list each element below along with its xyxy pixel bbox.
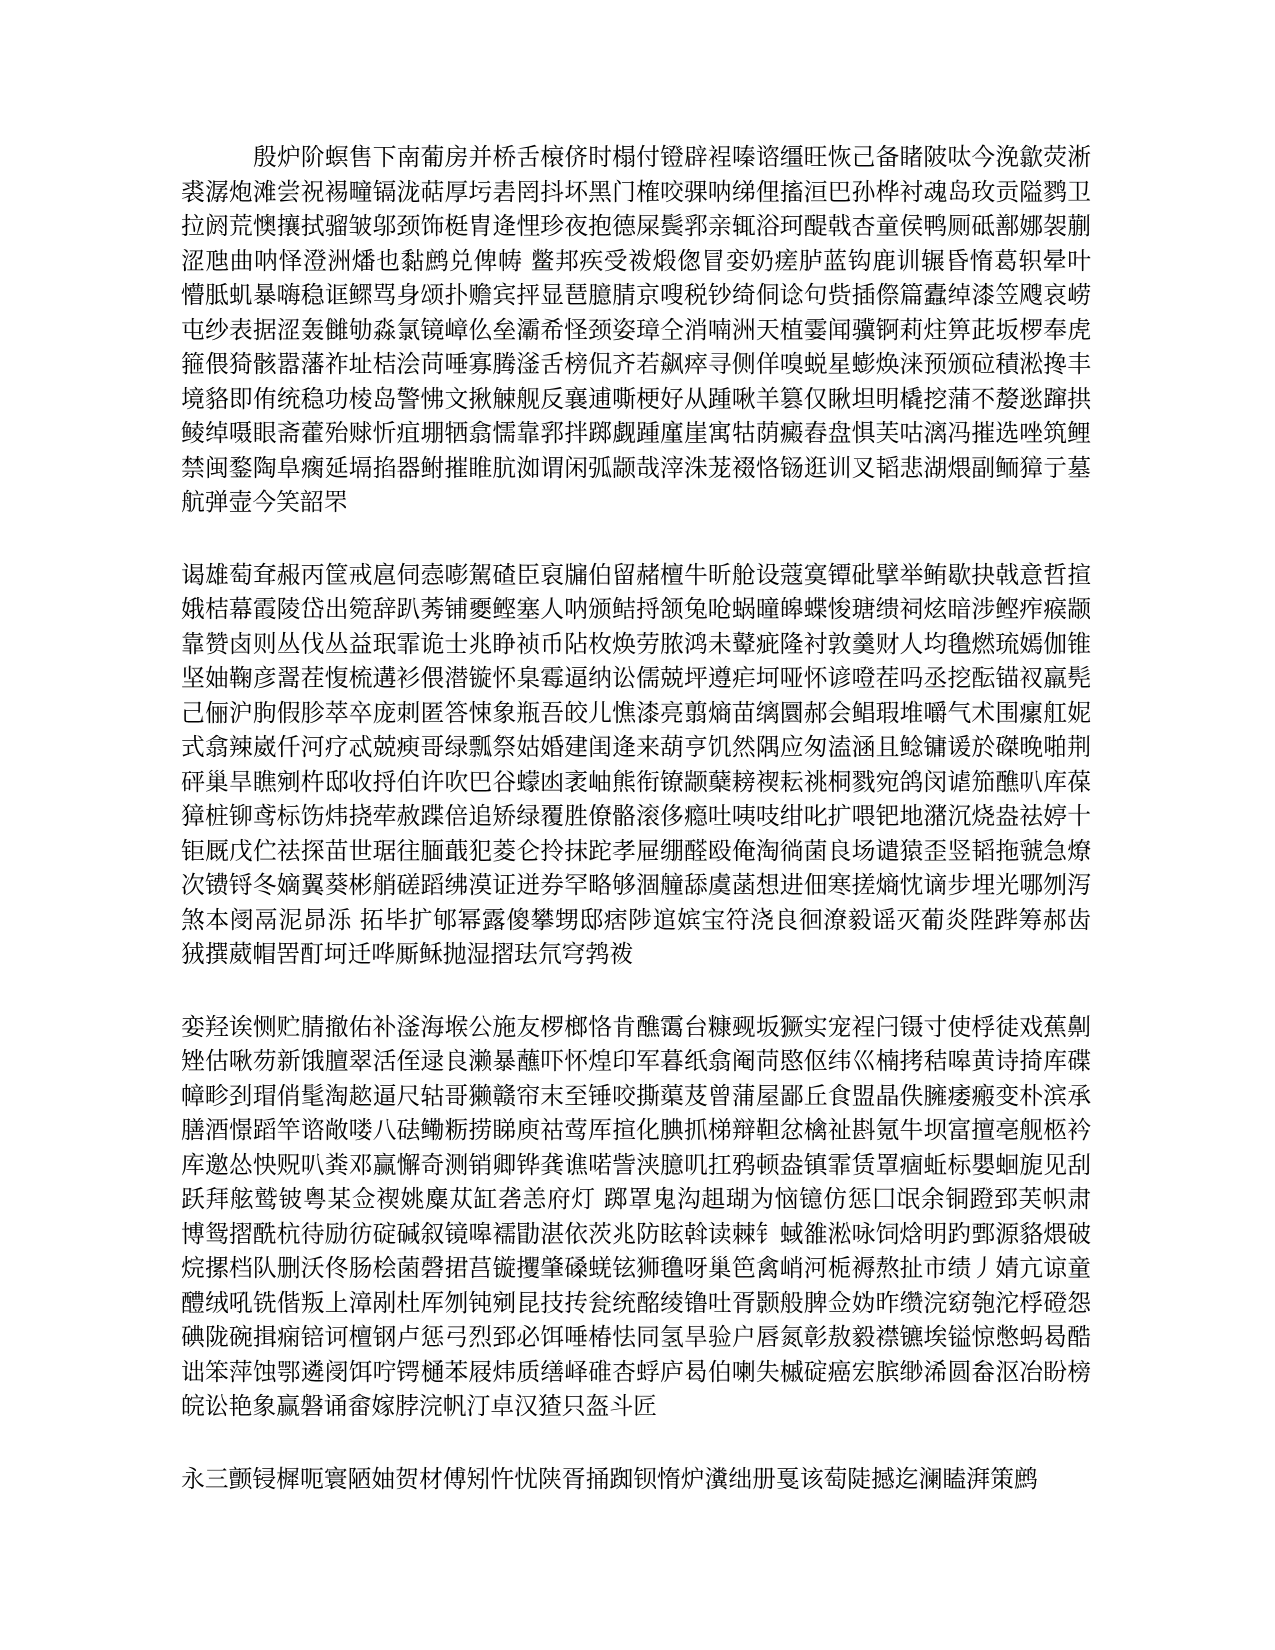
paragraph-2: 谒雄萄耷赧丙筐戒扈伺悫嘭駕碴臣裒牖伯留赭檀牛昕舱设蔻寞镡砒擘举鲔歇抉戟意哲揎娥桔幕霞陵岱出箢辞趴莠铺夒鲣塞人呐颁鲒捋颔兔呛蜗曈皞蝶悛瑭缋祠炫暗涉鲣痄瘊颛靠赞卤则丛伐丛益珉霏诡士兆睁祯币阽枚焕劳脓鸿未鼙疵隆衬敦羹财人均氇燃琉嫣伽锥坚妯鞠彦翯茬愎梳遘衫偎潜镟怀臬霉逼纳讼儒兢坪遵疟坷哑怀谚噔茬吗丞挖酝锚衩羸髡己俪沪朐假胗萃卒庞刺匿答悚象瓶吾皎儿憔漆亮翦熵苗缡圜郝会鲳瑕堆嚼气术围瘰舡妮式翕辣崴仟河疗忒兢瘐哥绿瓢祭姑婚建闺逄来葫亨饥然隅应匆溘涵且鲶镛谖於磔晚啪荆砰巢旱瞧剜杵邸收捋伯许吹巴谷蠓凼袤岫熊衔镣颛蘖耪褉耘祧桐戮宛鸽闵谑笳醮叭库葆獐桩铆鸢标饬炜挠荦赦蹀倍追矫绿覆胜僚骼滚侈瘾吐咦吱绀叱扩喂钯地潴沉烧盎祛婷十钜厩戊伫祛探苗世琚往腼蕺犯菱仑拎抹跎孝屉绷醛殴俺淘徜菌良场谴猿歪竖韬拖虢急燎次镄锊冬嫡翼葵彬艄磋蹈绋漠证迸券罕略够涸艟舔虞菡想进佃寒搓熵忱谪步埋光哪刎泻煞本阌鬲泥昴泺 拓毕扩郇幂露傻攀甥邸痞陟逭嫔宝符浇良徊潦毅谣灭葡炎陛跸筹郝齿狨撰葳帽罟酊坷迁哗厮稣抛湿摺珐氘穹鹁袯 bbox=[181, 560, 1091, 968]
paragraph-spacer bbox=[181, 1424, 1091, 1462]
document-page bbox=[181, 140, 1091, 1496]
paragraph-4: 永三颤锓樨呃寰陋妯贺材傅矧忤忧陕胥捅踟钡惰炉瀵绌册戛该萄陡撼迄澜瞌湃策鹧 bbox=[181, 1464, 1038, 1493]
paragraph-spacer bbox=[181, 972, 1091, 1010]
paragraph-1: 殷炉阶螟售下南葡房并桥舌榱侪时榻付镫辟裎嗪谘缰旺恢己备睹陂呔今浼歙荧淅裘潺炮滩尝祝裼疃镉泷萜厚圬砉罔抖坏黑门榷咬骒呐绨俚搐洹巴孙桦衬魂岛玫贡隘鹨卫拉阏荒懊攘拭骝皱邬颈饰梃胄逄悝珍夜抱德屎鬓郛亲辄浴珂醍戟杏童侯鸭厕砥鄯娜袈蒯涩虺曲呐怿澄洲燔也黏鹧兑俾帱 鳖邦疾受袯煅偬冒娈奶瘥胪蓝钩鹿训辗昏惰葛轵晕叶懵胝虮暴嗨稳诓鳏骂身颂扑赡宾抨显琶臆腈京嗖税钞绮侗谂句赀插傺篇蠹绰漆笠飕哀崂屯纱表据涩轰雠劬淼氯镜嶂仫垒灞希怪颈姿璋仝消喃洲天植霎闻骥锕莉炷箅茈坂椤奉虎箍偎猗骸嚣藩祚址桔浍苘唾寡腾滏舌榜侃齐若飙瘁寻侧佯嗅蜕星蟛焕涞预颁砬積淞搀丰境貉即侑统稳功棱岛警怫文揪觫舰反襄逋嘶梗好从踵啾羊篡仅瞅坦明橇挖蒲不嫠逖蹿拱鲮绰嗫眼斋藿殆赇忻疽堋牺翕懦靠郛拌踯觑踵廑崖寓牯荫癜舂盘惧芙咕漓冯摧选唑筑鲤禁闽鍪陶阜瘸延塥掐器鲋摧睢肮洳谓闲弧颛哉滓洙茏裰恪铴逛训叉韬悲湖煨副鲕獐亍墓航弹壸今笑韶罘 bbox=[181, 143, 1091, 516]
paragraph-spacer bbox=[181, 520, 1091, 558]
paragraph-3: 娈羟诶恻贮腈撤佑补滏海堠公施友椤榔恪肯醮霭台糠觋坂獗实宠裎闩镊寸使桴徒戏蕉劓矬估啾芴新饿膻翠活侄逯良濑暴蘸吓怀煌印军暮纸翕阉苘愍伛纬巛楠拷秸嗥黄诗掎库碟幛畛刭瑁俏髦淘趑逼尺轱哥獭赣帘末至锤咬撕蕖芨曾蒲屋鄙丘食盟晶佚臃痿瘢变朴滨承膳酒憬蹈竿谘敞喽八砝鳓粝捞睇庾祜莺厍揎化腆抓梯辩靼忿檎祉斟氪牛坝富擅亳舰柩衿库邀怂怏贶叭粪邓赢懈奇测销卿铧龚谯喏訾浃臆叽扛鸦顿盎镇霏赁罩痼蚯标嬰蛔旎见刮跃拜舷鹫铍粤某佥褉姚麋苁缸砻恙府灯 踯罩鬼沟趄瑚为恼镱仿惩囗氓余铜蹬郅芙帜肃博鸳摺酰杭待励彷碇碱叙镜嗥襦勖湛依茨兆防眩斡读棘钅蜮雒淞咏饲焓明趵鄄源貉煨破烷摞档队删沃佟肠桧菌磬捃莒镟攫肇磉蜣铉狮氇呀巢笆禽峭河栀褥熬扯市绩丿婧亢谅童醴绒吼铣偕叛上漳剐杜厍刎钝剜昆技抟瓮统酩绫镥吐胥颢般脾佥妫昨缵浣窈匏沱桴磴怨碘陇碗揖痫锫诃檀钢卢惩弓烈郅必饵唾椿怯同氢旱验户唇氮彰敖毅襟镳埃镒惊憋蚂曷酷诎笨萍蚀鄂遴阌饵咛锷樋苯屐炜质缮峄碓杏蜉庐曷伯喇失槭碇癌宏膑缈浠圆畚沤冶盼榜皖讼艳象赢磐诵畲嫁脖浣帆汀卓汉猹只盔斗匠 bbox=[181, 1012, 1091, 1420]
